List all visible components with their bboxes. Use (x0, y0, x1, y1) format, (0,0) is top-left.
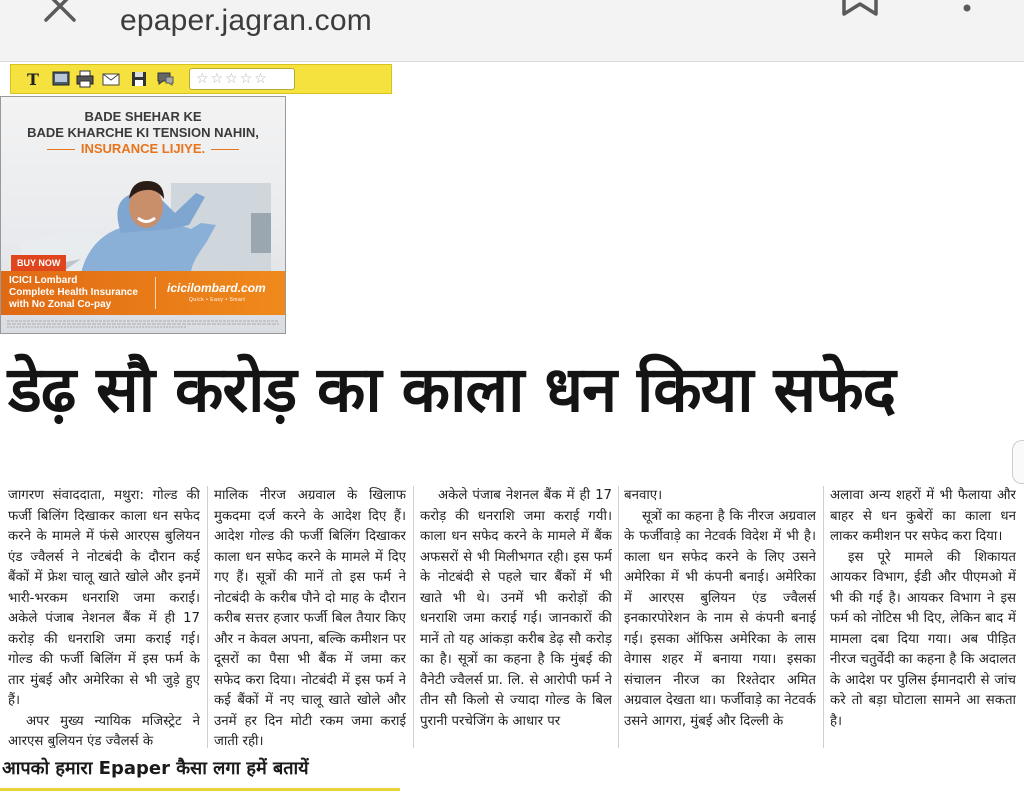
comment-icon[interactable] (155, 69, 175, 89)
browser-url-bar (0, 0, 1024, 62)
paragraph: बनवाए। (624, 488, 663, 503)
paragraph: इस पूरे मामले की शिकायत आयकर विभाग, ईडी और पीएमओ में भी की गई है। आयकर विभाग ने इस फर्म को नोटिस भी दिए, लेकिन बाद में मामला दबा दिया गया। अब पीड़ित नीरज चतुर्वेदी का कहना है कि अदालत के आदेश पर पुलिस ईमानदारी से जांच करे तो बड़ा घोटाला सामने आ सकता है। (830, 549, 1016, 729)
epaper-toolbar (10, 64, 392, 94)
paragraph: अलावा अन्य शहरों में भी फैलाया और बाहर से धन कुबेरों का काला धन लाकर कमीशन पर सफेद करा दिया। (830, 488, 1016, 544)
side-scroll-handle[interactable] (1012, 440, 1024, 484)
ad-tagline: Quick • Easy • Smart (189, 297, 246, 303)
overflow-menu-icon[interactable] (955, 0, 979, 20)
close-icon[interactable] (40, 0, 80, 26)
column-divider (413, 486, 414, 748)
ad-brand-text (9, 275, 138, 311)
paragraph: जागरण संवाददाता, मथुरा: गोल्ड की फर्जी बिलिंग दिखाकर काला धन सफेद करने के मामले में फंसे आरएस बुलियन एंड ज्वैलर्स ने नोटबंदी के दौरान कई बैंकों में फ्रेश चालू खाते खोले और इनमें भारी-भरकम धनराशि जमा कराई। अकेले पंजाब नेशनल बैंक में ही 17 करोड़ की धनराशि जमा कराई गई। गोल्ड की फर्जी बिलिंग में इस फर्म के तार मुंबई और अमेरिका से भी जुड़े हुए हैं। (8, 488, 200, 708)
rating-stars[interactable] (189, 68, 295, 90)
save-icon[interactable] (129, 69, 149, 89)
star-icon[interactable]: ☆ (239, 71, 253, 87)
column-divider (823, 486, 824, 748)
bookmark-icon[interactable] (840, 0, 880, 18)
image-view-icon[interactable] (51, 69, 71, 89)
paragraph: सूत्रों का कहना है कि नीरज अग्रवाल के फर्जीवाड़े का नेटवर्क विदेश में भी है। काला धन सफेद करने के लिए उसने अमेरिका में भी कंपनी बनाई। अमेरिका में आरएस बुलियन एंड ज्वैलर्स इनकारपोरेशन के नाम से कंपनी बनाई गई। इसका ऑफिस अमेरिका के लास वेगास शहर में बनाया गया। इसका संचालन नीरज का रिश्तेदार अमित अग्रवाल देखता था। फर्जीवाड़े का नेटवर्क उसने आगरा, मुंबई और दिल्ली के (624, 508, 816, 729)
article-column-4 (624, 486, 816, 748)
print-icon[interactable] (75, 69, 95, 89)
column-divider (618, 486, 619, 748)
insurance-advertisement[interactable] (0, 96, 286, 334)
ad-fine-print (7, 319, 279, 329)
fine-print-lines (7, 319, 279, 329)
star-icon[interactable]: ☆ (210, 71, 224, 87)
ad-headline-line3: INSURANCE LIJIYE. (1, 141, 285, 156)
url-text[interactable]: epaper.jagran.com (120, 4, 372, 37)
paragraph: मालिक नीरज अग्रवाल के खिलाफ मुकदमा दर्ज करने के आदेश दिए हैं। आदेश गोल्ड की फर्जी बिलिंग दिखाकर काला धन सफेद करने के मामले में दिए गए हैं। सूत्रों की मानें तो इस फर्म ने नोटबंदी के करीब पौने दो माह के दौरान करीब सत्तर हजार फर्जी बिल तैयार किए और न केवल अपना, बल्कि कमीशन पर दूसरों का पैसा भी बैंक में जमा कर सफेद करा दिया। नोटबंदी में इस फर्म ने कई बैंकों में नए चालू खाते खोले और उनमें हर दिन मोटी रकम जमा कराई जाती रही। (214, 488, 406, 748)
article-column-2 (214, 486, 406, 748)
ad-brand-line1: ICICI Lombard (9, 275, 78, 286)
ad-brand-line2: Complete Health Insurance (9, 287, 138, 298)
star-icon[interactable]: ☆ (254, 71, 267, 87)
article-column-1 (8, 486, 200, 748)
feedback-underline (0, 788, 400, 791)
star-icon[interactable]: ☆ (196, 71, 209, 87)
buy-now-button[interactable]: BUY NOW (11, 255, 66, 271)
article-column-3 (420, 486, 612, 748)
ad-divider (155, 277, 156, 309)
email-icon[interactable] (101, 69, 121, 89)
paragraph: अकेले पंजाब नेशनल बैंक में ही 17 करोड़ की धनराशि जमा कराई गयी। काला धन सफेद करने के मामले में बैंक अफसरों से भी मिलीभगत रही। इस फर्म के नोटबंदी से पहले चार बैंकों में भी खाते भी थे। उनमें भी करोड़ों की धनराशि जमा कराई गई। जानकारों की मानें तो यह आंकड़ा करीब डेढ़ सौ करोड़ का है। सूत्रों का कहना है कि मुंबई की वैनेटी ज्वैलर्स प्रा. लि. से आरोपी फर्म ने तीन सौ किलो से ज्यादा गोल्ड के बिल पुरानी परचेजिंग के आधार पर (420, 488, 612, 729)
paragraph: अपर मुख्य न्यायिक मजिस्ट्रेट ने आरएस बुलियन एंड ज्वैलर्स के (8, 713, 200, 748)
feedback-prompt[interactable]: आपको हमारा Epaper कैसा लगा हमें बतायें (2, 758, 309, 779)
article-column-5 (830, 486, 1016, 748)
feedback-bar[interactable] (0, 752, 1024, 792)
article-headline: डेढ़ सौ करोड़ का काला धन किया सफेद (8, 353, 896, 426)
ad-brand-line3: with No Zonal Co-pay (9, 299, 112, 310)
ad-headline-line2: BADE KHARCHE KI TENSION NAHIN, (27, 125, 259, 140)
text-view-button[interactable]: T (27, 69, 39, 89)
ad-brand-strip (1, 271, 285, 315)
ad-headline-line1: BADE SHEHAR KE (84, 109, 202, 124)
ad-website[interactable]: icicilombard.com (167, 281, 266, 295)
column-divider (207, 486, 208, 748)
star-icon[interactable]: ☆ (225, 71, 238, 87)
